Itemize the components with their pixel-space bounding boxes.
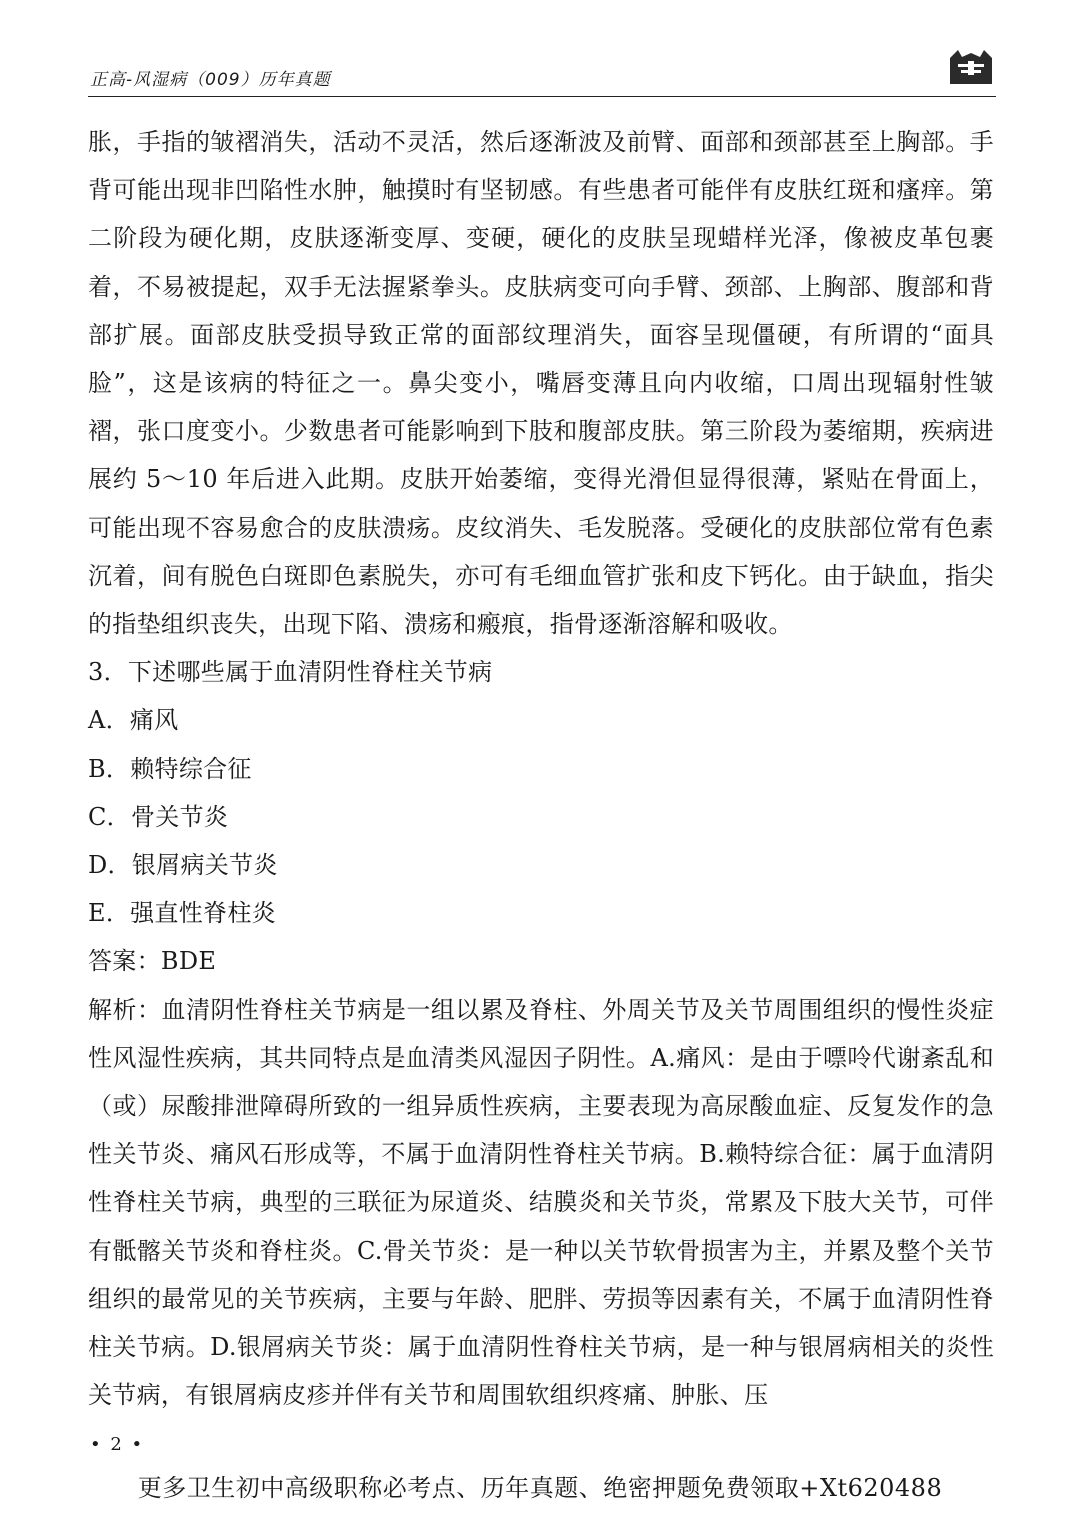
page-number: • 2 • <box>90 1434 145 1455</box>
option-e: E．强直性脊柱炎 <box>88 899 276 928</box>
analysis-paragraph: 解析：血清阴性脊柱关节病是一组以累及脊柱、外周关节及关节周围组织的慢性炎症性风湿性疾病，其共同特点是血清类风湿因子阴性。A.痛风：是由于嘌呤代谢紊乱和（或）尿酸排泄障碍所致的一组异质性疾病，主要表现为高尿酸血症、反复发作的急性关节炎、痛风石形成等，不属于血清阴性脊柱关节病。B.赖特综合征：属于血清阴性脊柱关节病，典型的三联征为尿道炎、结膜炎和关节炎，常累及下肢大关节，可伴有骶髂关节炎和脊柱炎。C.骨关节炎：是一种以关节软骨损害为主，并累及整个关节组织的最常见的关节疾病，主要与年龄、肥胖、劳损等因素有关，不属于血清阴性脊柱关节病。D.银屑病关节炎：属于血清阴性脊柱关节病，是一种与银屑病相关的炎性关节病，有银屑病皮疹并伴有关节和周围软组织疼痛、肿胀、压 <box>88 995 994 1410</box>
option-a: A．痛风 <box>88 706 179 735</box>
option-c: C．骨关节炎 <box>88 802 229 831</box>
option-d: D．银屑病关节炎 <box>88 851 278 880</box>
footer-promo-text: 更多卫生初中高级职称必考点、历年真题、绝密押题免费领取+Xt620488 <box>137 1474 943 1502</box>
page-content <box>88 118 994 1419</box>
publisher-logo-icon <box>948 48 994 86</box>
continuation-paragraph: 胀，手指的皱褶消失，活动不灵活，然后逐渐波及前臂、面部和颈部甚至上胸部。手背可能出现非凹陷性水肿，触摸时有坚韧感。有些患者可能伴有皮肤红斑和瘙痒。第二阶段为硬化期，皮肤逐渐变厚、变硬，硬化的皮肤呈现蜡样光泽，像被皮革包裹着，不易被提起，双手无法握紧拳头。皮肤病变可向手臂、颈部、上胸部、腹部和背部扩展。面部皮肤受损导致正常的面部纹理消失，面容呈现僵硬，有所谓的“面具脸”，这是该病的特征之一。鼻尖变小，嘴唇变薄且向内收缩，口周出现辐射性皱褶，张口度变小。少数患者可能影响到下肢和腹部皮肤。第三阶段为萎缩期，疾病进展约 5～10 年后进入此期。皮肤开始萎缩，变得光滑但显得很薄，紧贴在骨面上，可能出现不容易愈合的皮肤溃疡。皮纹消失、毛发脱落。受硬化的皮肤部位常有色素沉着，间有脱色白斑即色素脱失，亦可有毛细血管扩张和皮下钙化。由于缺血，指尖的指垫组织丧失，出现下陷、溃疡和瘢痕，指骨逐渐溶解和吸收。 <box>88 128 994 639</box>
page-header <box>88 40 996 97</box>
question-stem: 3．下述哪些属于血清阴性脊柱关节病 <box>88 658 493 687</box>
option-b: B．赖特综合征 <box>88 754 252 783</box>
header-title: 正高-风湿病（009）历年真题 <box>90 70 331 90</box>
answer-line: 答案：BDE <box>88 947 217 976</box>
